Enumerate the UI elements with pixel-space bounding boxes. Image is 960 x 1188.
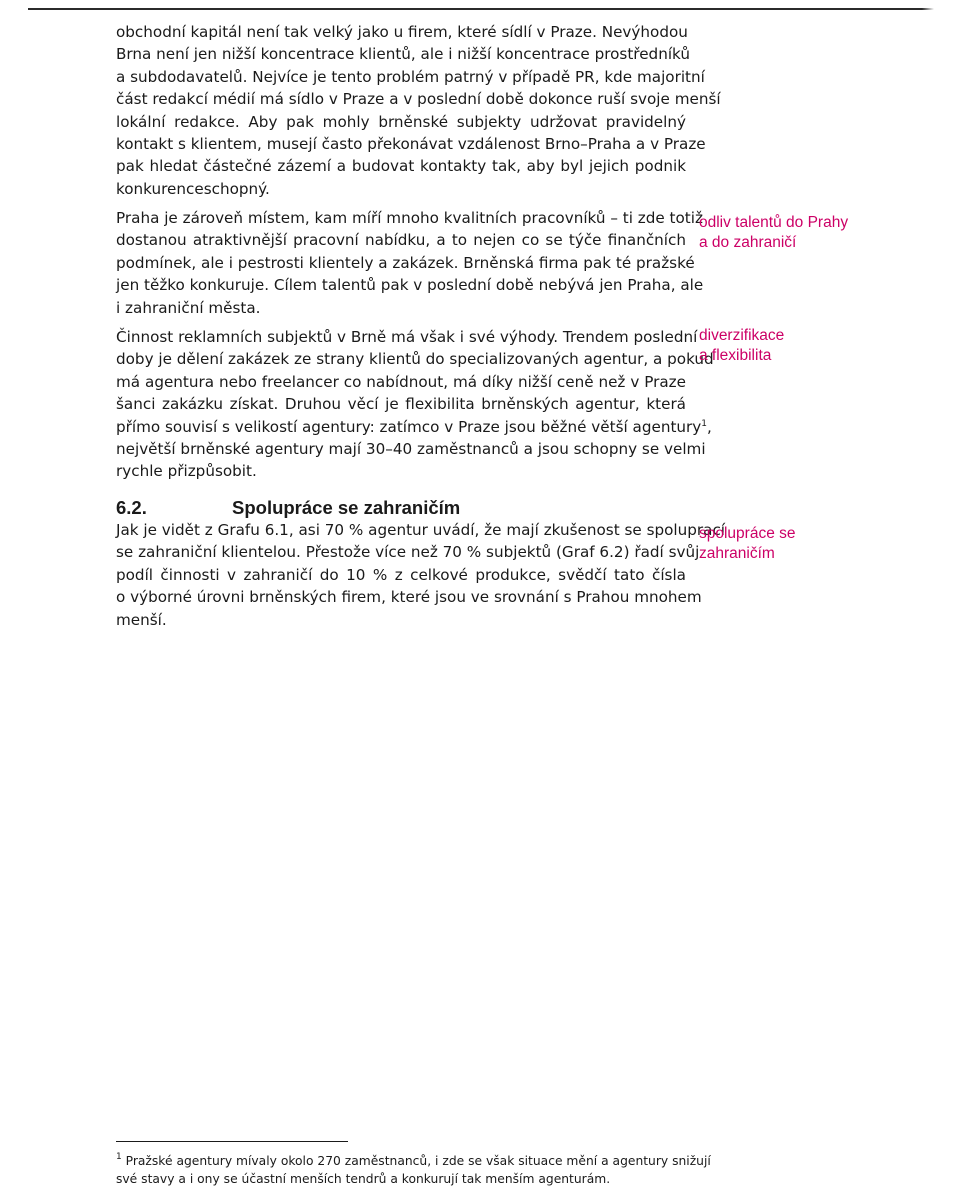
text-line: rychle přizpůsobit. <box>116 462 257 481</box>
footnote-line: své stavy a i ony se účastní menších tendrů a konkurují tak menším agenturám. <box>116 1172 611 1186</box>
text-line: obchodní kapitál není tak velký jako u firem, které sídlí v Praze. Nevýhodou <box>116 23 688 41</box>
margin-note-talent-drain <box>699 213 899 252</box>
text-line: pak hledat částečné zázemí a budovat kontakty tak, aby byl jejich podnik <box>116 157 686 176</box>
margin-note-foreign-cooperation <box>699 524 899 563</box>
margin-note-diversification <box>699 326 899 365</box>
text-line: podmínek, ale i pestrosti klientely a zakázek. Brněnská firma pak té pražské <box>116 253 695 272</box>
margin-note-line: odliv talentů do Prahy <box>699 214 849 231</box>
text-line: konkurenceschopný. <box>116 179 270 198</box>
margin-note-line: a flexibilita <box>699 346 772 364</box>
text-line: má agentura nebo freelancer co nabídnout, má díky nižší ceně než v Praze <box>116 372 686 391</box>
text-line: Brna není jen nižší koncentrace klientů, ale i nižší koncentrace prostředníků <box>116 45 690 64</box>
paragraph-brno-disadvantages <box>116 21 721 200</box>
text-line: lokální redakce. Aby pak mohly brněnské subjekty udržovat pravidelný <box>116 112 686 131</box>
text-line: dostanou atraktivnější pracovní nabídku, a to nejen co se týče finančních <box>116 231 686 250</box>
text-line: kontakt s klientem, musejí často překonávat vzdálenost Brno–Praha a v Praze <box>116 135 706 154</box>
text-line: doby je dělení zakázek ze strany klientů do specializovaných agentur, a pokud <box>116 350 714 369</box>
text-line: se zahraniční klientelou. Přestože více než 70 % subjektů (Graf 6.2) řadí svůj <box>116 543 700 562</box>
text-line: a subdodavatelů. Nejvíce je tento problém patrný v případě PR, kde majoritní <box>116 67 705 86</box>
text-line: Činnost reklamních subjektů v Brně má však i své výhody. Trendem poslední <box>116 328 698 346</box>
footnote-marker: 1 <box>116 1152 122 1162</box>
margin-note-line: a do zahraničí <box>699 233 797 251</box>
footnote <box>116 1152 711 1188</box>
margin-note-line: diverzifikace <box>699 327 785 344</box>
section-heading <box>116 497 460 519</box>
text-line-with-footnote-ref: přímo souvisí s velikostí agentury: zatímco v Praze jsou běžné větší agentury$^1$, <box>116 417 712 436</box>
text-line: podíl činnosti v zahraničí do 10 % z celkové produkce, svědčí tato čísla <box>116 565 686 584</box>
text-line: Jak je vidět z Grafu 6.1, asi 70 % agentur uvádí, že mají zkušenost se spoluprací <box>116 521 726 539</box>
header-rule <box>28 8 928 10</box>
footnote-separator <box>116 1141 348 1142</box>
text-line: největší brněnské agentury mají 30–40 zaměstnanců a jsou schopny se velmi <box>116 440 706 459</box>
text-line: i zahraniční města. <box>116 298 261 317</box>
text-line: část redakcí médií má sídlo v Praze a v poslední době dokonce ruší svoje menší <box>116 90 721 109</box>
footnote-line: $^1$ Pražské agentury mívaly okolo 270 zaměstnanců, i zde se však situace mění a agentury snižují <box>116 1152 711 1168</box>
section-number: 6.2. <box>116 497 147 518</box>
paragraph-foreign-cooperation <box>116 519 726 631</box>
text-line: jen těžko konkuruje. Cílem talentů pak v poslední době nebývá jen Praha, ale <box>116 276 704 295</box>
margin-note-line: zahraničím <box>699 544 775 562</box>
text-line: šanci zakázku získat. Druhou věcí je flexibilita brněnských agentur, která <box>116 395 686 414</box>
text-line: menší. <box>116 610 167 629</box>
section-title: Spolupráce se zahraničím <box>232 497 461 518</box>
paragraph-brno-advantages <box>116 326 714 483</box>
margin-note-line: spolupráce se <box>699 525 796 542</box>
paragraph-talent-drain <box>116 207 704 319</box>
text-line: Praha je zároveň místem, kam míří mnoho kvalitních pracovníků – ti zde totiž <box>116 209 703 227</box>
text-line: o výborné úrovni brněnských firem, které jsou ve srovnání s Prahou mnohem <box>116 588 702 607</box>
footnote-reference[interactable]: 1 <box>701 418 708 429</box>
